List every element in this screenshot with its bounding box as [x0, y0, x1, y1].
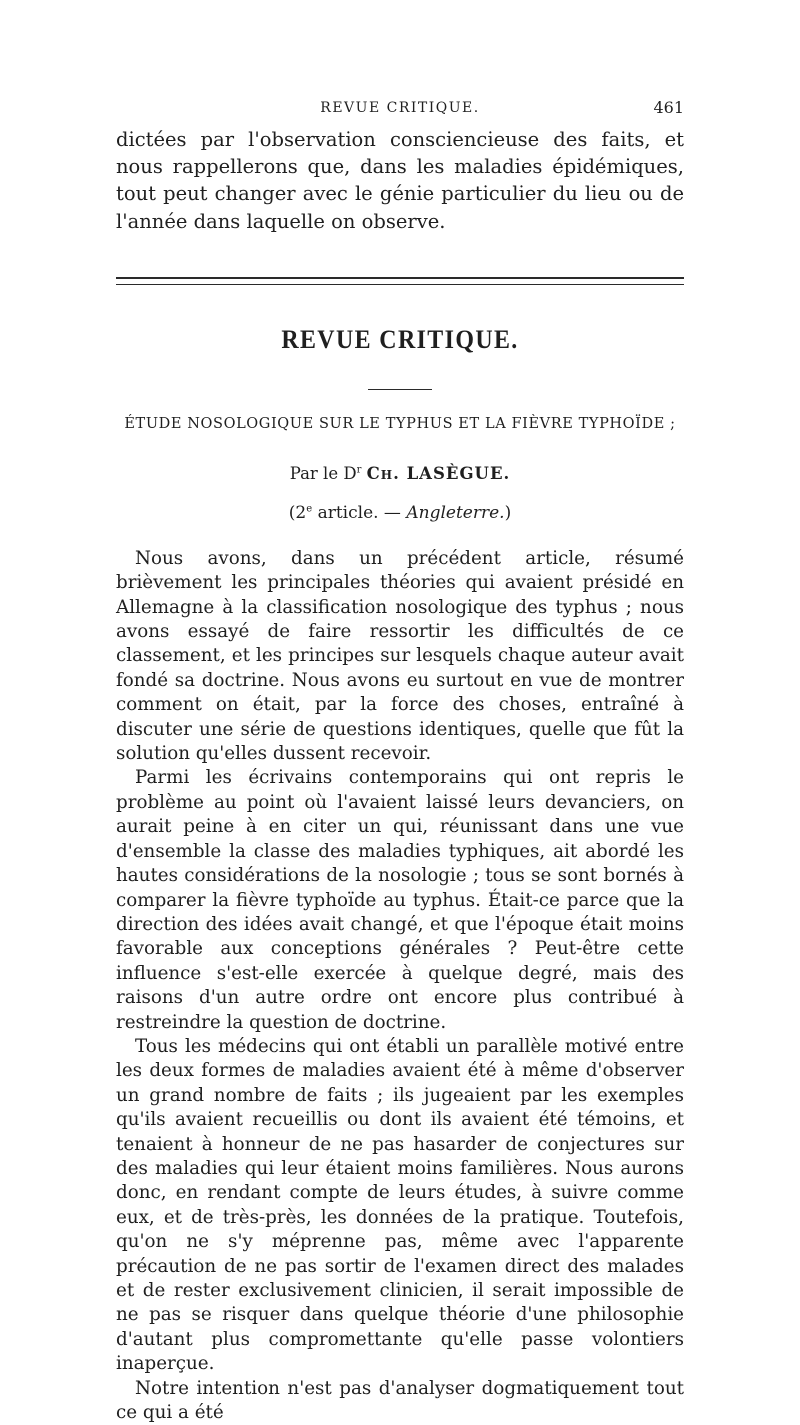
body-paragraph-3: Tous les médecins qui ont établi un parallèle motivé entre les deux formes de maladies avaient été à même d'observer un grand nombre de faits ; ils jugeaient par les exemples qu'ils avaient recueillis ou dont ils avaient été témoins, et tenaient à honneur de ne pas hasarder de conjectures sur des maladies qui leur étaient moins familières. Nous aurons donc, en rendant compte de leurs études, à suivre comme eux, et de très-près, les données de la pratique. Toutefois, qu'on ne s'y méprenne pas, même avec l'apparente précaution de ne pas sortir de l'examen direct des malades et de rester exclusivement clinicien, il serait impossible de ne pas se risquer dans quelque théorie d'une philosophie d'autant plus compromettante qu'elle passe volontiers inaperçue. — [116, 1035, 684, 1375]
page-number: 461 — [653, 98, 684, 117]
note-sup: e — [306, 503, 313, 515]
continuation-paragraph: dictées par l'observation consciencieuse des faits, et nous rappellerons que, dans les maladies épidémiques, tout peut changer avec le génie particulier du lieu ou de l'année dans laquelle on observe. — [116, 128, 684, 233]
short-rule-divider — [368, 389, 432, 390]
double-rule-divider — [116, 277, 684, 285]
note-country: Angleterre. — [406, 502, 505, 523]
byline-sup: r — [356, 464, 362, 476]
article-body — [116, 547, 684, 1425]
body-paragraph-2: Parmi les écrivains contemporains qui ont repris le problème au point où l'avaient laissé leurs devanciers, on aurait peine à en citer un qui, réunissant dans une vue d'ensemble la classe des maladies typhiques, ait abordé les hautes considérations de la nosologie ; tous se sont bornés à comparer la fièvre typhoïde au typhus. Était-ce parce que la direction des idées avait changé, et que l'époque était moins favorable aux conceptions générales ? Peut-être cette influence s'est-elle exercée à quelque degré, mais des raisons d'un autre ordre ont encore plus contribué à restreindre la question de doctrine. — [116, 767, 684, 1033]
body-paragraph-1: Nous avons, dans un précédent article, résumé brièvement les principales théories qui avaient présidé en Allemagne à la classification nosologique des typhus ; nous avons essayé de faire ressortir les difficultés de ce classement, et les principes sur lesquels chaque auteur avait fondé sa doctrine. Nous avons eu surtout en vue de montrer comment on était, par la force des choses, entraîné à discuter une série de questions identiques, quelle que fût la solution qu'elles dussent recevoir. — [116, 547, 684, 765]
note-mid: article. — — [312, 502, 407, 523]
document-page — [116, 96, 684, 1425]
running-head — [116, 96, 684, 120]
body-paragraph-4: Notre intention n'est pas d'analyser dogmatiquement tout ce qui a été — [116, 1377, 684, 1424]
note-open: (2 — [288, 502, 307, 523]
note-close: ) — [504, 502, 512, 523]
byline — [116, 464, 684, 483]
section-title: REVUE CRITIQUE. — [281, 324, 519, 354]
author-name: Ch. LASÈGUE. — [366, 463, 511, 483]
article-note — [116, 503, 684, 523]
article-title: ÉTUDE NOSOLOGIQUE SUR LE TYPHUS ET LA FIÈVRE TYPHOÏDE ; — [124, 415, 676, 432]
byline-prefix: Par le D — [289, 463, 357, 483]
running-head-title: REVUE CRITIQUE. — [320, 100, 480, 116]
